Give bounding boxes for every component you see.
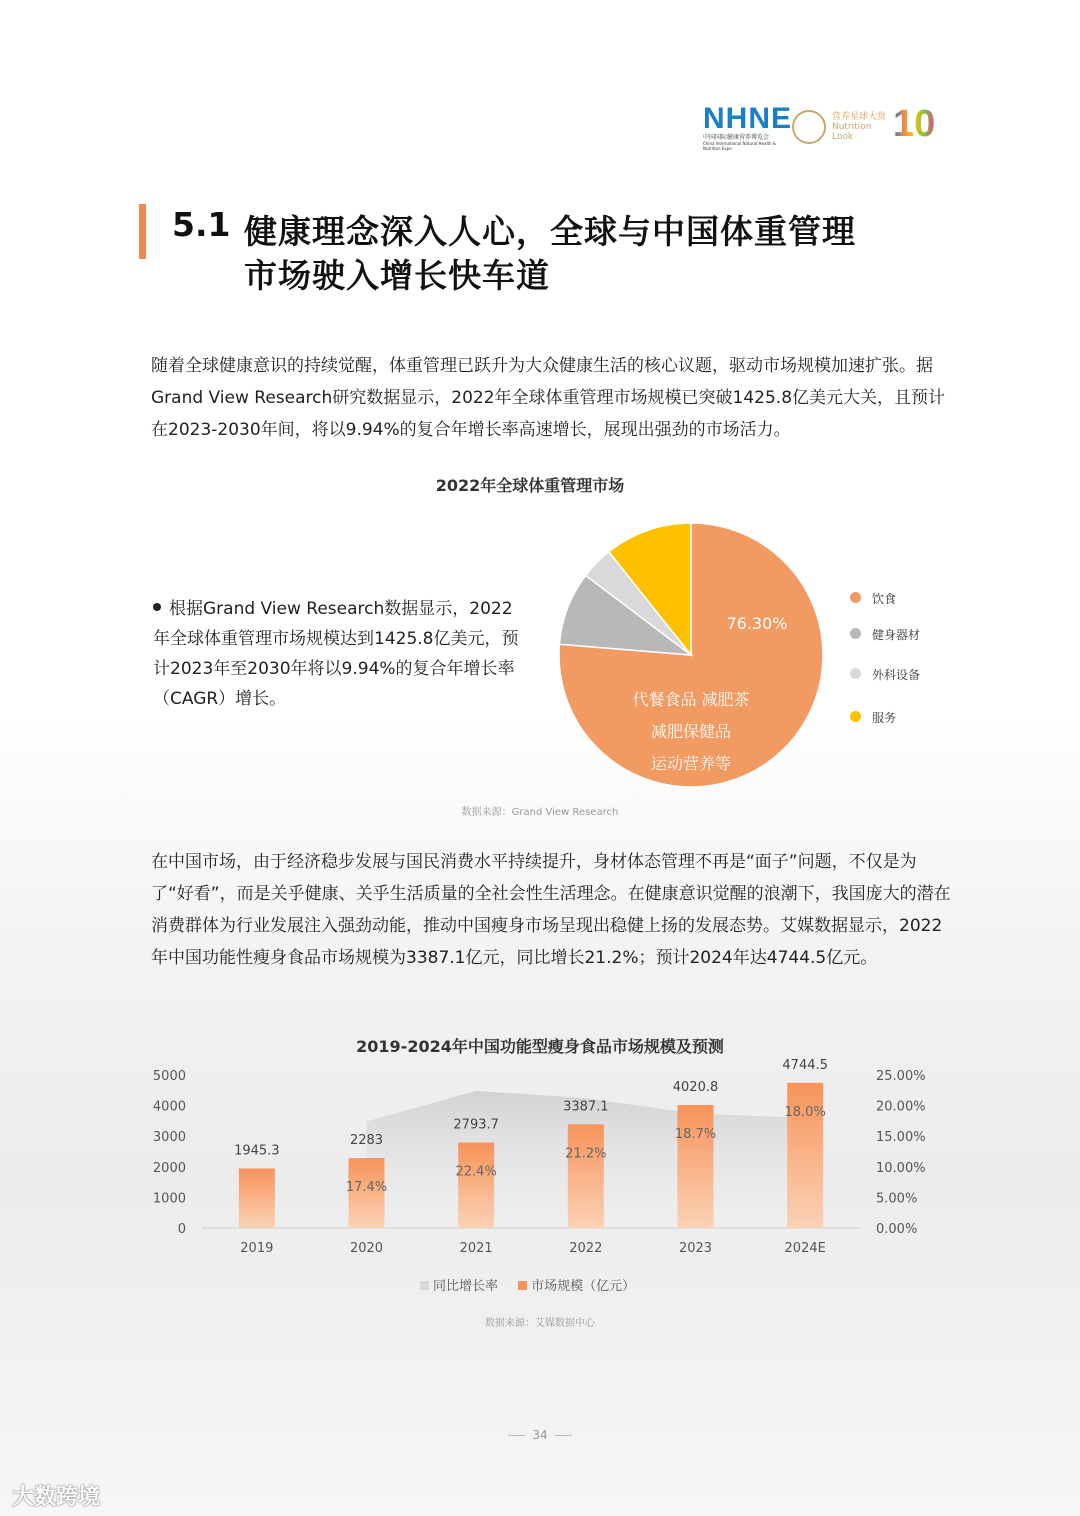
bar-2021 (458, 1143, 494, 1228)
title-accent-bar (139, 204, 146, 259)
bar-chart (140, 1050, 940, 1310)
pie-legend (848, 588, 968, 738)
bar-value-label: 4744.5 (782, 1057, 828, 1073)
watermark: 大数跨境 (12, 1485, 101, 1510)
growth-rate-label: 21.2% (565, 1146, 607, 1162)
growth-rate-label: 18.7% (674, 1126, 717, 1142)
legend-swatch-market (518, 1281, 527, 1290)
bar-value-label: 2793.7 (453, 1117, 499, 1133)
x-tick-label: 2024E (784, 1241, 826, 1256)
x-tick-label: 2022 (569, 1241, 603, 1256)
section-number: 5.1 (172, 205, 231, 244)
pie-legend-label-4: 服务 (872, 711, 897, 725)
bar-value-label: 1945.3 (234, 1143, 280, 1159)
pie-legend-swatch-4 (850, 711, 861, 722)
y-right-tick-label: 25.00% (876, 1069, 926, 1084)
pie-inner-label-3: 运动营养等 (650, 754, 732, 773)
pie-bullet-note: 根据Grand View Research数据显示，2022年全球体重管理市场规模达到1425.8亿美元，预计2023年至2030年将以9.94%的复合年增长率（CAGR）增长。 (153, 599, 519, 709)
bar-chart-title: 2019-2024年中国功能型瘦身食品市场规模及预测 (356, 1037, 724, 1056)
legend-label-growth: 同比增长率 (433, 1279, 499, 1294)
bar-2019 (239, 1168, 275, 1228)
pie-legend-swatch-1 (850, 592, 861, 603)
y-left-tick-label: 1000 (152, 1191, 186, 1207)
y-right-tick-label: 15.00% (876, 1130, 926, 1146)
growth-rate-label: 18.0% (784, 1104, 826, 1120)
y-right-tick-label: 10.00% (876, 1160, 926, 1176)
award-logo-text: 营养星球大赏 Nutrition Look (832, 112, 887, 142)
pie-chart-title: 2022年全球体重管理市场 (435, 476, 625, 495)
page-number: 34 (505, 1428, 575, 1442)
x-tick-label: 2020 (349, 1241, 384, 1256)
bar-2022 (568, 1124, 604, 1228)
y-left-tick-label: 3000 (152, 1130, 186, 1146)
pie-legend-label-2: 健身器材 (872, 628, 921, 642)
y-left-tick-label: 5000 (152, 1069, 186, 1084)
nhne-logo-subtitle: 中国国际健康营养博览会 China International Natural Health & Nutrition Expo (703, 134, 777, 151)
pie-source: 数据来源：Grand View Research (461, 807, 619, 818)
award-logo-icon (792, 110, 826, 144)
nhne-logo: NHNE (703, 102, 793, 135)
y-left-tick-label: 0 (177, 1222, 186, 1237)
pie-legend-swatch-2 (850, 628, 861, 639)
pie-inner-label-2: 减肥保健品 (650, 722, 732, 741)
growth-rate-label: 17.4% (345, 1180, 388, 1196)
section-title: 健康理念深入人心，全球与中国体重管理 市场驶入增长快车道 (244, 212, 856, 295)
anniversary-logo: 10 (893, 103, 936, 145)
y-right-tick-label: 0.00% (876, 1222, 918, 1237)
bullet-icon (153, 603, 161, 611)
bar-source: 数据来源：艾媒数据中心 (485, 1318, 595, 1329)
legend-label-market: 市场规模（亿元） (531, 1279, 636, 1294)
pie-inner-label-1: 代餐食品 减肥茶 (632, 690, 750, 709)
pie-legend-label-1: 饮食 (872, 592, 897, 606)
growth-rate-label: 22.4% (455, 1164, 497, 1180)
y-right-tick-label: 20.00% (876, 1099, 926, 1115)
bar-value-label: 4020.8 (672, 1079, 719, 1095)
pie-legend-label-3: 外科设备 (872, 668, 921, 682)
y-right-tick-label: 5.00% (876, 1191, 918, 1207)
bar-value-label: 3387.1 (563, 1099, 609, 1115)
china-market-paragraph: 在中国市场，由于经济稳步发展与国民消费水平持续提升，身材体态管理不再是“面子”问题，不仅是为了“好看”，而是关乎健康、关乎生活质量的全社会性生活理念。在健康意识觉醒的浪潮下，我国庞大的潜在消费群体为行业发展注入强劲动能，推动中国瘦身市场呈现出稳健上扬的发展态势。艾媒数据显示，2022年中国功能性瘦身食品市场规模为3387.1亿元，同比增长21.2%；预计2024年达4744.5亿元。 (151, 852, 951, 968)
y-left-tick-label: 2000 (152, 1160, 186, 1176)
bar-2023 (678, 1105, 714, 1228)
x-tick-label: 2023 (678, 1241, 713, 1256)
x-tick-label: 2019 (240, 1241, 274, 1256)
pie-chart (540, 505, 840, 795)
intro-paragraph: 随着全球健康意识的持续觉醒，体重管理已跃升为大众健康生活的核心议题，驱动市场规模加速扩张。据Grand View Research研究数据显示，2022年全球体重管理市场规模已突破1425.8亿美元大关，且预计在2023-2030年间，将以9.94%的复合年增长率高速增长，展现出强劲的市场活力。 (151, 356, 946, 440)
bar-value-label: 2283 (349, 1133, 384, 1149)
x-tick-label: 2021 (459, 1241, 493, 1256)
y-left-tick-label: 4000 (152, 1099, 186, 1115)
pie-data-label: 76.30% (726, 614, 788, 633)
legend-swatch-growth (420, 1281, 429, 1290)
pie-legend-swatch-3 (850, 668, 861, 679)
bar-legend (420, 1275, 680, 1295)
